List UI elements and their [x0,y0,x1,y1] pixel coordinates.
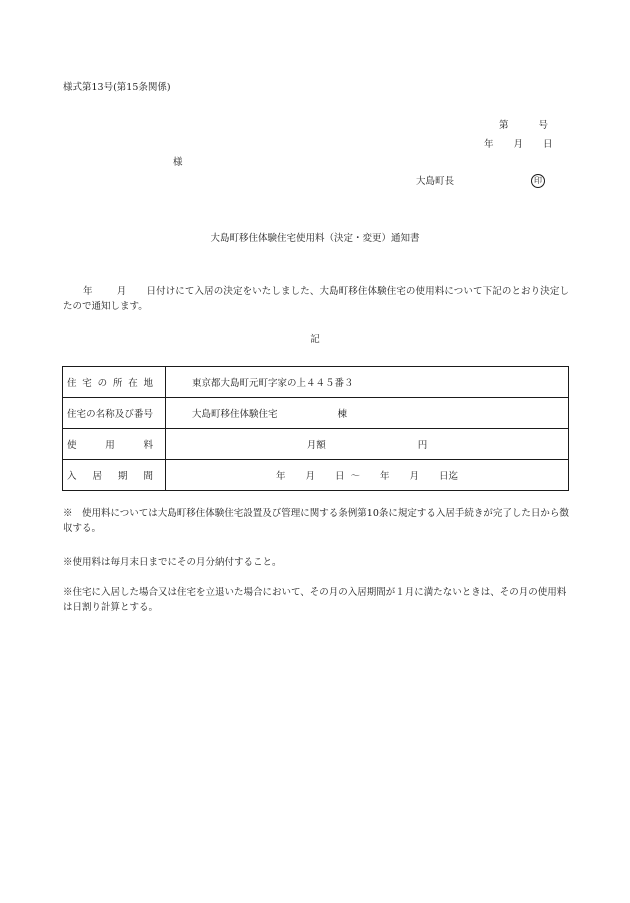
housing-name-value [166,398,569,429]
note-prorate: ※住宅に入居した場合又は住宅を立退いた場合において、その月の入居期間が１月に満たないときは、その月の使用料は日割り計算とする。 [63,587,567,613]
date-month: 月 [513,139,524,150]
issue-date [484,139,553,151]
period-value [166,460,569,491]
housing-name: 大島町移住体験住宅 [192,409,278,420]
period-tilde: ～ [350,471,360,482]
period-end-year: 年 [380,471,390,482]
note-payment: ※使用料は毎月末日までにその月分納付すること。 [63,557,282,568]
period-end-day: 日迄 [439,471,459,482]
document-title: 大島町移住体験住宅使用料（決定・変更）通知書 [210,233,420,244]
row-label: 住宅の所在地 [63,367,166,398]
building-suffix: 棟 [337,409,348,420]
yen-suffix: 円 [417,440,428,451]
period-start-year: 年 [275,471,286,482]
period-start-day: 日 [334,471,345,482]
body-year: 年 [83,286,93,297]
addressee-suffix: 様 [173,157,183,168]
seal-mark: 印 [531,174,545,188]
row-label: 使用料 [63,429,166,460]
notice-body [63,284,569,314]
period-start-month: 月 [305,471,315,482]
body-month: 月 [116,286,127,297]
form-number: 様式第13号(第15条関係) [63,82,171,93]
ki-heading: 記 [310,334,320,345]
document-number [499,120,548,132]
row-label: 入居期間 [63,460,166,491]
table-row [63,367,569,398]
table-row [63,398,569,429]
note-collection: ※ 使用料については大島町移住体験住宅設置及び管理に関する条例第10条に規定する入居手続きが完了した日から徴収する。 [63,508,569,534]
body-text: 日付けにて入居の決定をいたしました、大島町移住体験住宅の使用料について下記のとおり決定したので通知します。 [63,286,569,312]
table-row [63,429,569,460]
date-year: 年 [484,139,494,150]
fee-value [166,429,569,460]
date-day: 日 [543,139,553,150]
period-end-month: 月 [409,471,420,482]
monthly-label: 月額 [306,440,326,451]
details-table [62,366,569,491]
row-label: 住宅の名称及び番号 [63,398,166,429]
issuer-name: 大島町長 [416,176,455,187]
address-value: 東京都大島町元町字家の上４４５番３ [166,367,569,398]
doc-number-suffix: 号 [538,120,549,131]
table-row [63,460,569,491]
doc-number-prefix: 第 [499,120,509,131]
